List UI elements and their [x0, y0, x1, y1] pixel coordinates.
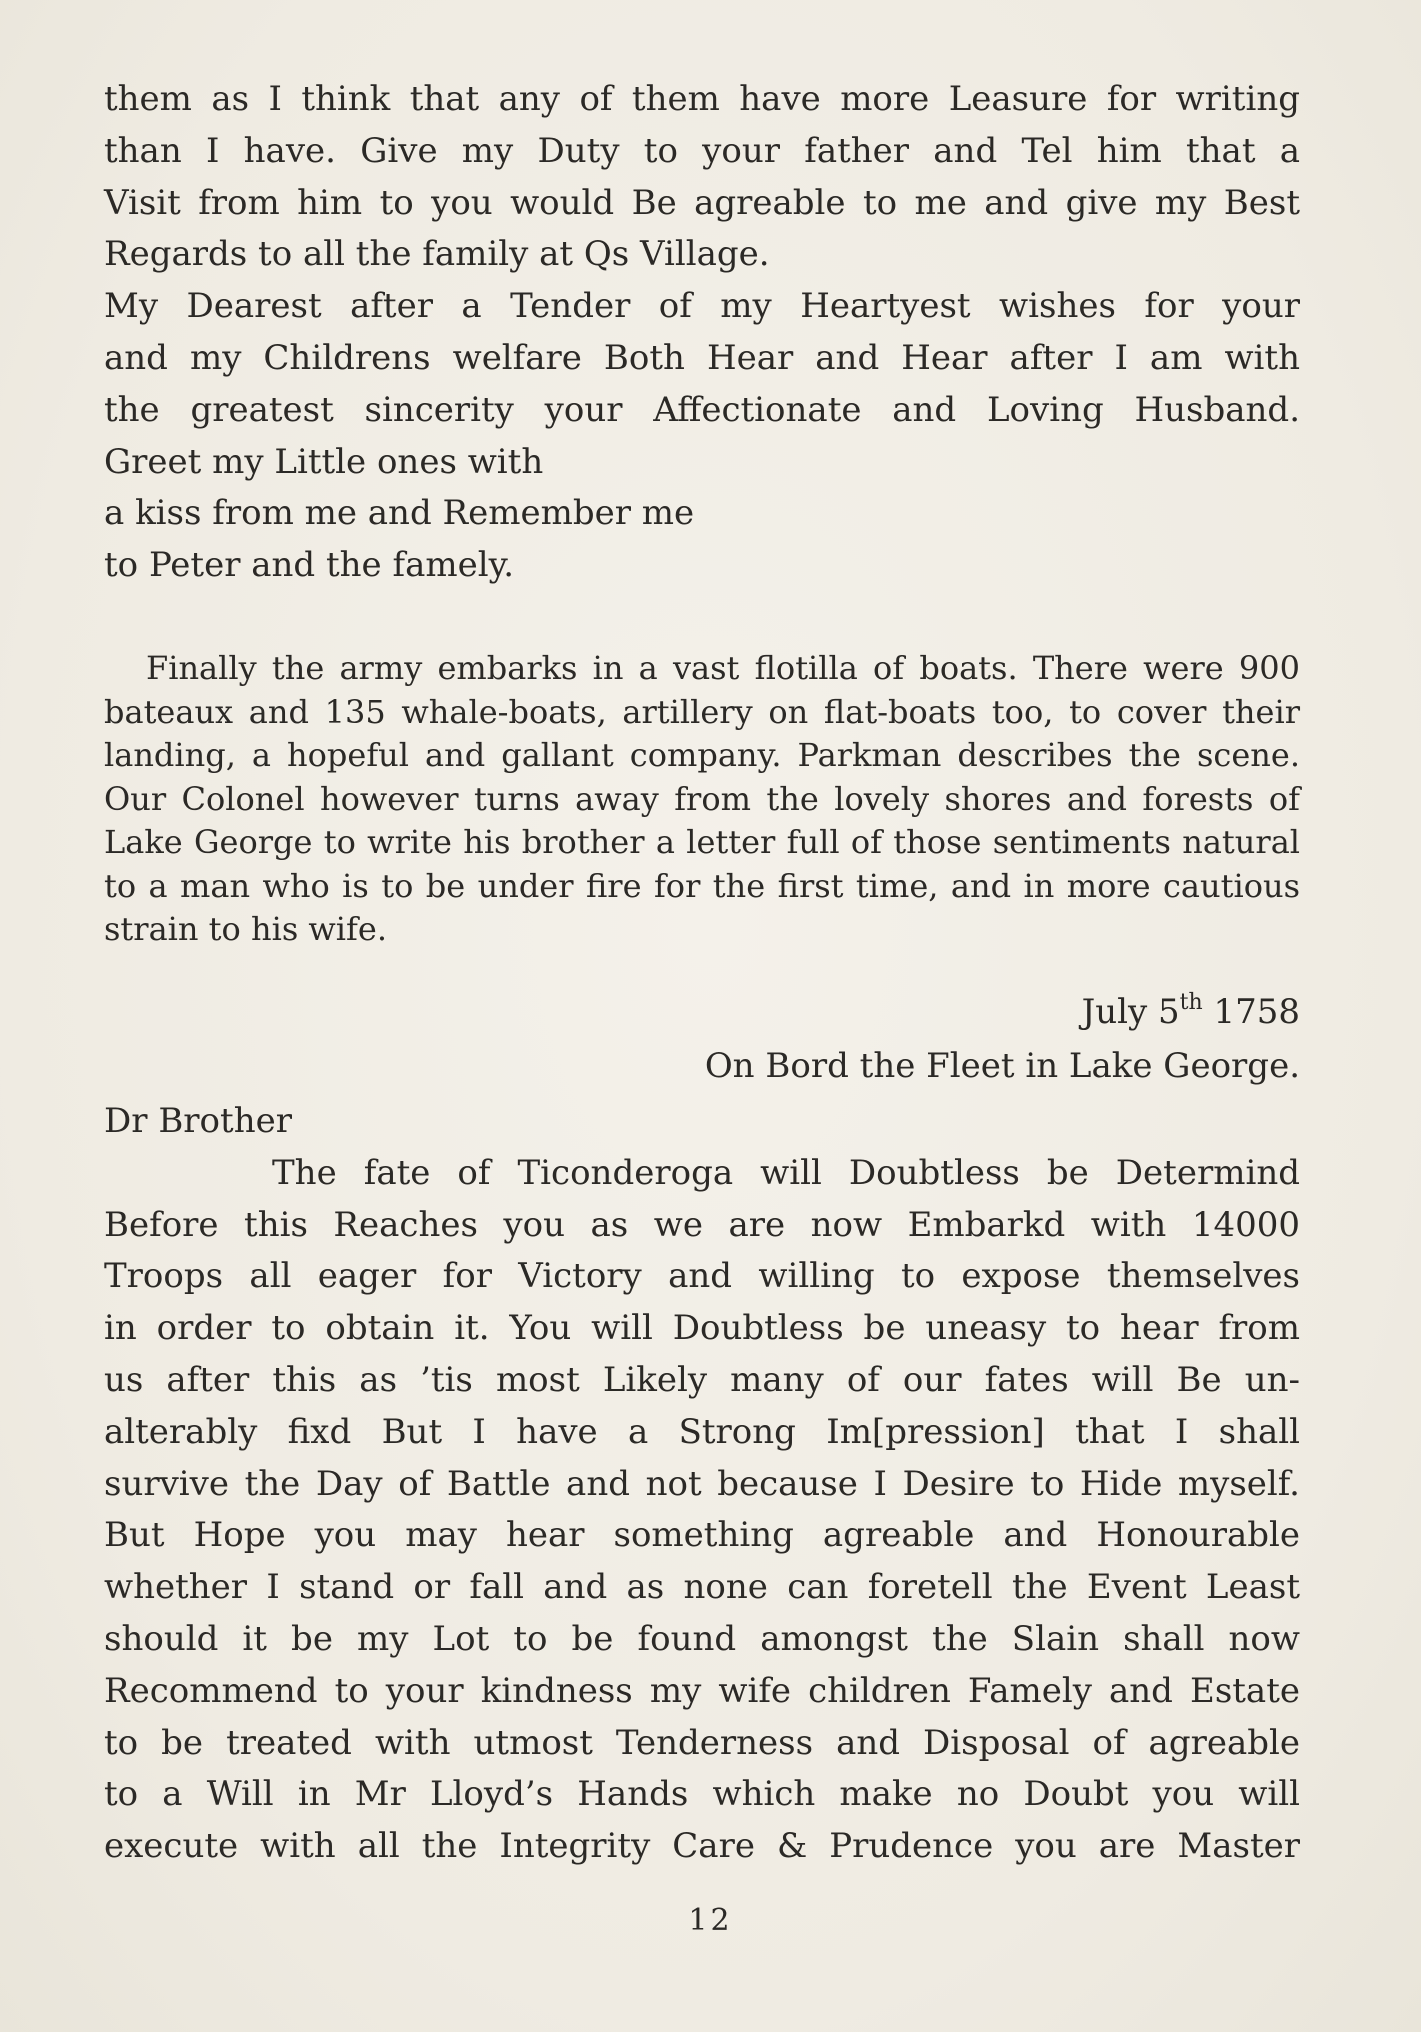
letter-line: The fate of Ticonderoga will Doubtless be Determind: [272, 1152, 1300, 1193]
letter-line: Visit from him to you would Be agreable to me and give my Best: [104, 182, 1300, 223]
letter-line: the greatest sincerity your Affectionate and Loving Husband.: [104, 389, 1300, 430]
letter-line: Recommend to your kindness my wife children Famely and Estate: [104, 1670, 1300, 1711]
letter-line: alterably fixd But I have a Strong Im[pression] that I shall: [104, 1411, 1300, 1452]
postscript-line: Greet my Little ones with: [104, 441, 544, 482]
second-letter: [104, 1096, 1300, 1873]
date-year: 1758: [1202, 992, 1300, 1032]
letter-salutation: Dr Brother: [104, 1101, 292, 1141]
letter-line: whether I stand or fall and as none can foretell the Event Least: [104, 1567, 1300, 1608]
letter-line: to be treated with utmost Tenderness and Disposal of agreable: [104, 1722, 1300, 1763]
date-superscript: th: [1179, 990, 1203, 1015]
narrative-section: [104, 647, 1300, 952]
letter-line: to a Will in Mr Lloyd’s Hands which make no Doubt you will: [104, 1774, 1300, 1815]
postscript-line: a kiss from me and Remember me: [104, 493, 695, 534]
letter-line: them as I think that any of them have more Leasure for writing: [104, 79, 1300, 119]
date-text: July 5: [1081, 992, 1180, 1032]
letter-continuation: [104, 74, 1300, 592]
letter-line: and my Childrens welfare Both Hear and Hear after I am with: [104, 337, 1300, 378]
letter-place: On Bord the Fleet in Lake George.: [704, 1046, 1300, 1086]
letter-line: in order to obtain it. You will Doubtless be uneasy to hear from: [104, 1308, 1300, 1349]
letter-line: survive the Day of Battle and not because I Desire to Hide myself.: [104, 1463, 1300, 1504]
postscript-line: to Peter and the famely.: [104, 545, 515, 586]
letter-line: Before this Reaches you as we are now Embarkd with 14000: [104, 1204, 1300, 1245]
letter-line: But Hope you may hear something agreable and Honourable: [104, 1515, 1300, 1556]
narrative-paragraph: Finally the army embarks in a vast flotilla of boats. There were 900 bateaux and 135 whale-boats, artillery on flat-boats too, to cover their landing, a hopeful and gallant company. Parkman describes the scene. Our Colonel however turns away from the lovely shores and forests of Lake George to write his brother a letter full of those sentiments natural to a man who is to be under fire for the first time, and in more cautious strain to his wife.: [104, 649, 1300, 948]
page-number: 12: [688, 1903, 733, 1938]
letter-line: than I have. Give my Duty to your father and Tel him that a: [104, 130, 1300, 171]
letter-line: execute with all the Integrity Care & Prudence you are Master: [104, 1826, 1300, 1867]
letter-date: [400, 990, 1300, 1034]
letter-line: should it be my Lot to be found amongst the Slain shall now: [104, 1618, 1300, 1659]
letter-line: Regards to all the family at Qs Village.: [104, 234, 770, 275]
letter-line: us after this as ’tis most Likely many of our fates will Be un-: [104, 1359, 1300, 1400]
letter-line: Troops all eager for Victory and willing to expose themselves: [104, 1256, 1300, 1297]
letter-line: My Dearest after a Tender of my Heartyest wishes for your: [104, 286, 1300, 327]
